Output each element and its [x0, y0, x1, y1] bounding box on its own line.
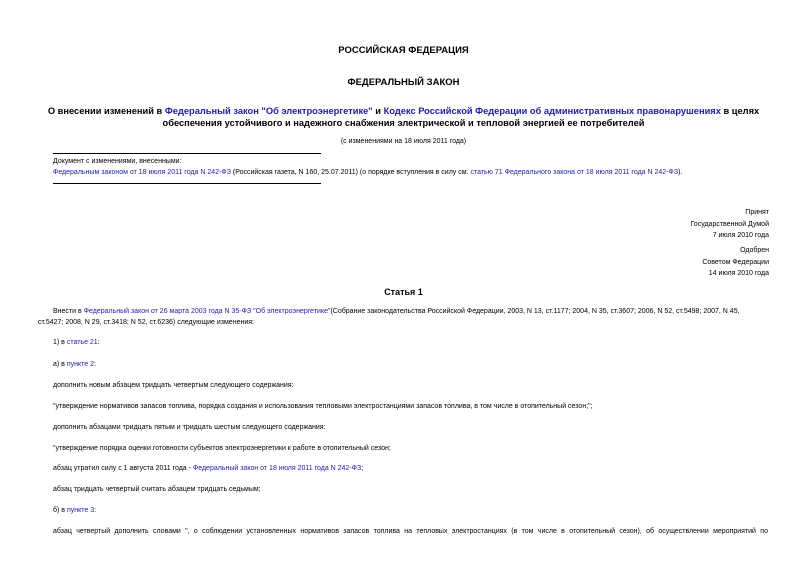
- law-title: [0, 105, 807, 129]
- paragraph-5-link[interactable]: Федеральный закон от 18 июля 2011 года N 242-ФЗ: [192, 465, 362, 472]
- paragraph-4: "утверждение порядка оценки готовности субъектов электроэнергетики к работе в отопительный сезон;: [53, 445, 391, 452]
- article-heading: Статья 1: [384, 287, 423, 297]
- revision-note: (с изменениями на 18 июля 2011 года): [340, 138, 467, 145]
- intro-link-law[interactable]: Федеральный закон от 26 марта 2003 года N 35-ФЗ "Об электроэнергетике": [83, 308, 331, 315]
- paragraph-5: абзац утратил силу с 1 августа 2011 года - Федеральный закон от 18 июля 2011 года N 242-ФЗ;: [53, 465, 364, 472]
- article-intro: Внести в Федеральный закон от 26 марта 2003 года N 35-ФЗ "Об электроэнергетике"(Собрание законодательства Российской Федерации, 2003, N 13, ст.1177; 2004, N 35, ст.3607; 2006, N 52, ст.5498; 2007, N 45, ст.5427; 2008, N 29, ст.3418; N 52, ст.6236) следующие изменения:: [38, 308, 740, 326]
- law-title-line-2: обеспечения устойчивого и надежного снабжения электрической и тепловой энергией ее потребителей: [162, 118, 645, 128]
- adoption-council: Одобрен Советом Федерации 14 июля 2010 года: [702, 247, 769, 277]
- changes-link-article[interactable]: статью 71 Федерального закона от 18 июля 2011 года N 242-ФЗ: [470, 169, 679, 176]
- paragraph-3: дополнить абзацами тридцать пятым и тридцать шестым следующего содержания:: [53, 424, 326, 431]
- item-1: 1) в статье 21:: [53, 339, 100, 346]
- law-title-link-electro[interactable]: Федеральный закон "Об электроэнергетике": [164, 106, 373, 116]
- item-b-link[interactable]: пункте 3: [66, 507, 95, 514]
- changes-intro: Документ с изменениями, внесенными:: [53, 158, 182, 165]
- paragraph-2: "утверждение нормативов запасов топлива, порядка создания и использования тепловыми электростанциями запасов топлива, в том числе в отопительный сезон;";: [53, 403, 593, 410]
- divider-top: [53, 153, 321, 154]
- law-title-link-koap[interactable]: Кодекс Российской Федерации об административных правонарушениях: [383, 106, 721, 116]
- adoption-duma: Принят Государственной Думой 7 июля 2010 года: [690, 209, 769, 239]
- paragraph-1: дополнить новым абзацем тридцать четвертым следующего содержания:: [53, 382, 294, 389]
- law-title-line-1: О внесении изменений в Федеральный закон "Об электроэнергетике" и Кодекс Российской Федерации об административных правонарушениях в целях: [47, 106, 760, 116]
- country-heading: РОССИЙСКАЯ ФЕДЕРАЦИЯ: [338, 45, 469, 56]
- changes-line: Федеральным законом от 18 июля 2011 года N 242-ФЗ (Российская газета, N 160, 25.07.2011) (о порядке вступления в силу см. статью 71 Федерального закона от 18 июля 2011 года N 242-ФЗ).: [53, 169, 683, 176]
- paragraph-7: абзац четвертый дополнить словами ", о соблюдении установленных нормативов запасов топлива на тепловых электростанциях (в том числе в отопительный сезон), об осуществлении мероприятий по: [53, 528, 768, 535]
- paragraph-6: абзац тридцать четвертый считать абзацем тридцать седьмым;: [53, 486, 261, 493]
- law-type-heading: ФЕДЕРАЛЬНЫЙ ЗАКОН: [347, 77, 460, 88]
- divider-bottom: [53, 183, 321, 184]
- item-a: а) в пункте 2:: [53, 361, 96, 368]
- item-b: б) в пункте 3:: [53, 507, 97, 514]
- changes-link-law[interactable]: Федеральным законом от 18 июля 2011 года N 242-ФЗ: [53, 169, 231, 176]
- item-a-link[interactable]: пункте 2: [66, 361, 94, 368]
- item-1-link[interactable]: статье 21: [66, 339, 98, 346]
